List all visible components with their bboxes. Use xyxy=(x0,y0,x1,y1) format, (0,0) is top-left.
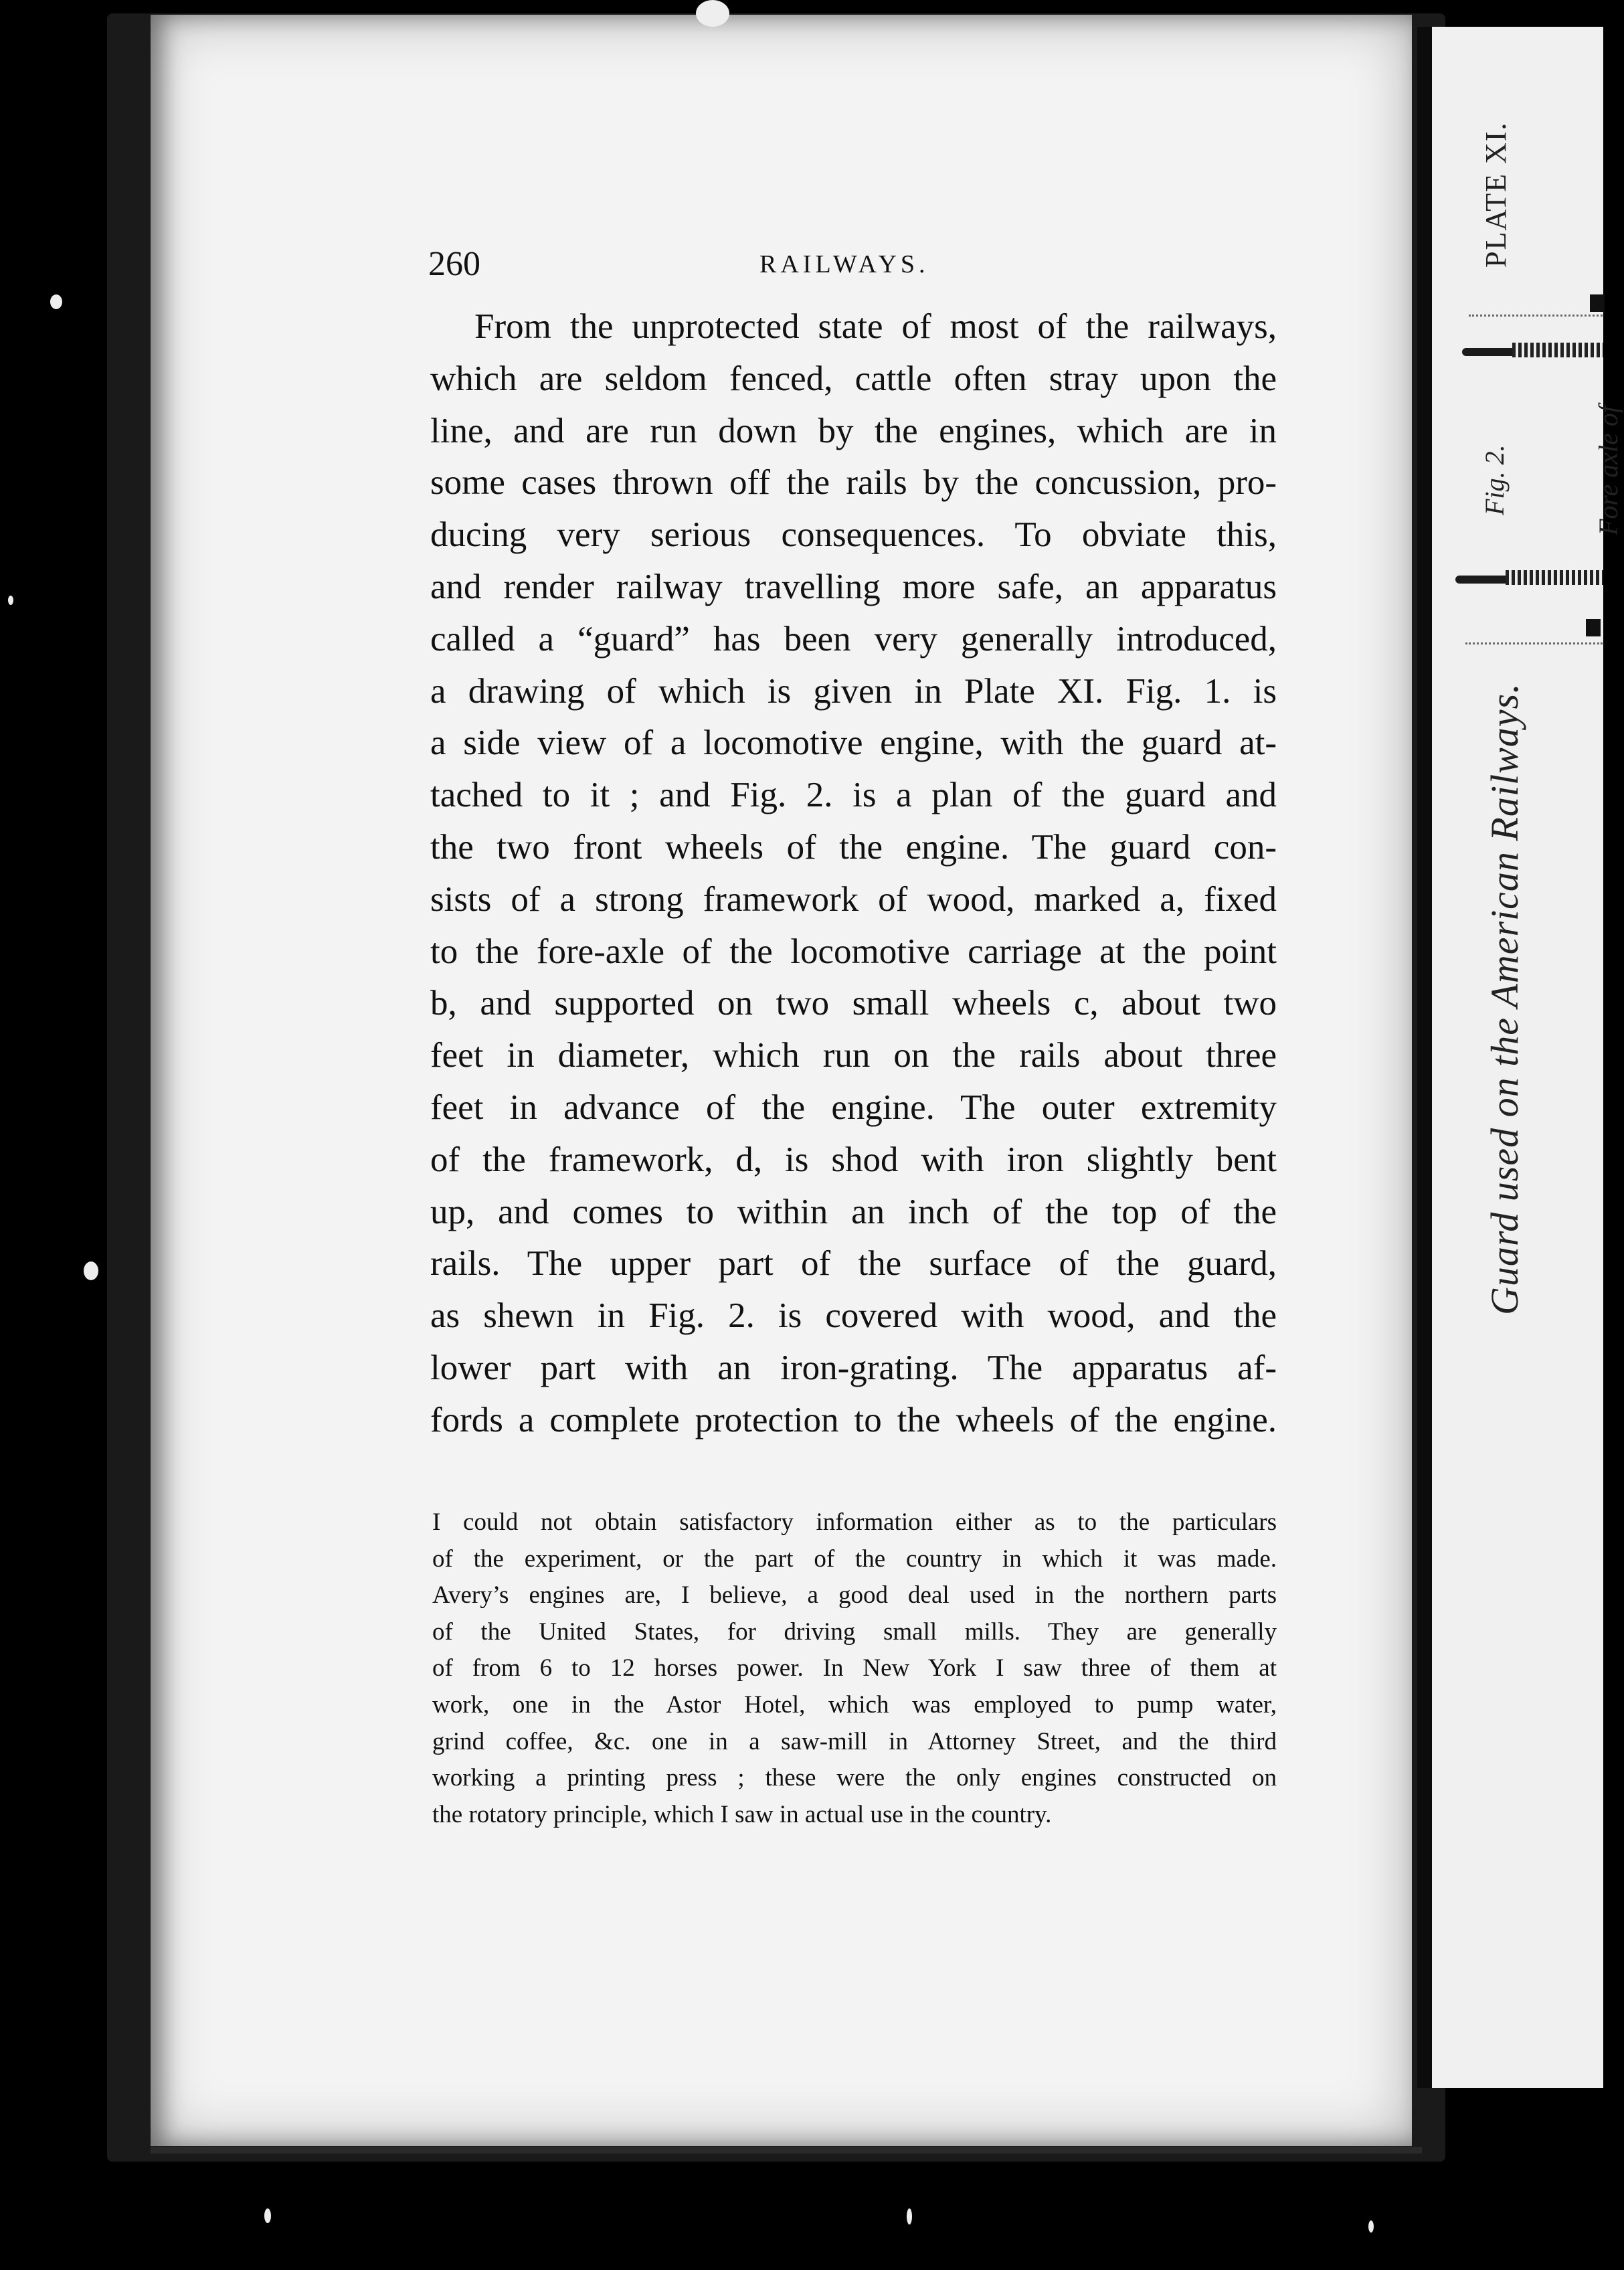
footnote-line: of from 6 to 12 horses power. In New York I saw three of them at xyxy=(432,1654,1277,1682)
body-line: feet in advance of the engine. The outer extremity xyxy=(430,1087,1277,1127)
footnote-line: grind coffee, &c. one in a saw-mill in Attorney Street, and the third xyxy=(432,1727,1277,1755)
body-line: b, and supported on two small wheels c, about two xyxy=(430,984,1277,1023)
plate-fore-axle-label: Fore axle of xyxy=(1593,405,1623,535)
body-line: up, and comes to within an inch of the top of the xyxy=(430,1192,1277,1231)
body-line: and render railway travelling more safe, an apparatus xyxy=(430,567,1277,606)
body-line: a side view of a locomotive engine, with the guard at- xyxy=(430,723,1277,763)
body-line: a drawing of which is given in Plate XI. Fig. 1. is xyxy=(430,671,1277,711)
body-line: as shewn in Fig. 2. is covered with wood, and the xyxy=(430,1296,1277,1336)
plate-dotted-line xyxy=(1465,642,1603,644)
plate-hatching xyxy=(1506,570,1603,585)
plate-fig-label: Fig. 2. xyxy=(1479,444,1510,515)
scan-speck xyxy=(907,2208,912,2224)
page-number: 260 xyxy=(428,245,480,283)
footnote-line: the rotatory principle, which I saw in actual use in the country. xyxy=(432,1800,1052,1828)
plate-mark xyxy=(1590,294,1605,312)
body-line: the two front wheels of the engine. The guard con- xyxy=(430,827,1277,867)
page-bottom-edge xyxy=(151,2147,1422,2154)
body-line: line, and are run down by the engines, which are in xyxy=(430,411,1277,450)
body-line: some cases thrown off the rails by the concussion, pro- xyxy=(430,463,1277,503)
plate-dotted-line xyxy=(1469,315,1603,317)
footnote-line: work, one in the Astor Hotel, which was employed to pump water, xyxy=(432,1690,1277,1719)
scan-speck xyxy=(696,0,729,27)
body-line: ducing very serious consequences. To obviate this, xyxy=(430,515,1277,555)
running-title: RAILWAYS. xyxy=(759,250,929,278)
footnote-line: I could not obtain satisfactory information either as to the particulars xyxy=(432,1508,1277,1536)
scan-speck xyxy=(8,596,13,605)
footnote-line: of the experiment, or the part of the country in which it was made. xyxy=(432,1545,1277,1573)
plate-title: PLATE XI. xyxy=(1479,121,1512,268)
scan-speck xyxy=(84,1261,98,1280)
footnote-line: Avery’s engines are, I believe, a good deal used in the northern parts xyxy=(432,1581,1277,1609)
body-line: feet in diameter, which run on the rails about three xyxy=(430,1036,1277,1075)
footnote xyxy=(432,1504,1277,1833)
body-line: of the framework, d, is shod with iron slightly bent xyxy=(430,1140,1277,1179)
body-line: sists of a strong framework of wood, marked a, fixed xyxy=(430,879,1277,919)
plate-gutter xyxy=(1417,27,1432,2088)
plate-mark xyxy=(1586,619,1601,636)
body-line: fords a complete protection to the wheels of the engine. xyxy=(430,1400,1277,1439)
body-line: lower part with an iron-grating. The apparatus af- xyxy=(430,1348,1277,1387)
body-line: which are seldom fenced, cattle often stray upon the xyxy=(430,359,1277,398)
body-paragraph xyxy=(430,301,1277,1447)
body-line: to the fore-axle of the locomotive carriage at the point xyxy=(430,932,1277,971)
body-line: rails. The upper part of the surface of the guard, xyxy=(430,1244,1277,1284)
footnote-line: of the United States, for driving small mills. They are generally xyxy=(432,1618,1277,1646)
footnote-line: working a printing press ; these were the only engines constructed on xyxy=(432,1764,1277,1792)
body-line: From the unprotected state of most of the railways, xyxy=(474,307,1277,346)
plate-hatching xyxy=(1512,343,1603,357)
body-line: tached to it ; and Fig. 2. is a plan of the guard and xyxy=(430,776,1277,815)
scan-speck xyxy=(1368,2220,1374,2233)
plate-caption: Guard used on the American Railways. xyxy=(1483,683,1526,1315)
scan-speck xyxy=(264,2208,271,2223)
scan-speck xyxy=(50,294,62,309)
body-line: called a “guard” has been very generally introduced, xyxy=(430,619,1277,659)
